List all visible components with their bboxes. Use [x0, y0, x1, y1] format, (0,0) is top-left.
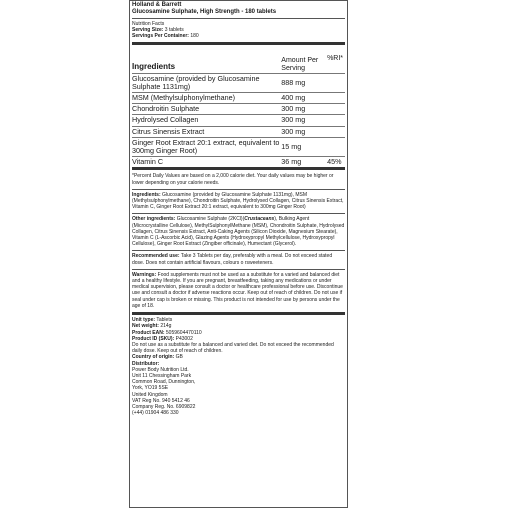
ingredients-label: Ingredients:: [132, 191, 161, 198]
recommended-use-section: [132, 250, 345, 265]
row-ri: [327, 115, 345, 125]
distributor-line: VAT Reg No. 940 5412 46: [132, 397, 190, 404]
servings-value: 180: [190, 33, 199, 40]
row-name: MSM (Methylsulphonylmethane): [132, 93, 236, 103]
allergen-crustaceans: Crustaceans: [244, 216, 275, 223]
sku-label: Product ID (SKU):: [132, 335, 175, 342]
row-name: Glucosamine (provided by Glucosamine Sulphate 1131mg): [132, 73, 260, 91]
sku-value: P43002: [175, 335, 193, 342]
row-name: Chondroitin Sulphate: [132, 104, 200, 114]
nutrition-rows: [132, 73, 345, 171]
nutrition-facts: [132, 21, 345, 186]
row-ri: [327, 74, 345, 92]
supplement-label: [129, 0, 348, 508]
table-row: [132, 137, 345, 156]
disclaimer: Do not use as a substitute for a balanced and varied diet. Do not exceed the recommended daily dose. Keep out of reach of children.: [132, 341, 334, 355]
unit-type-value: Tablets: [156, 317, 173, 324]
servings-per-container: [132, 33, 345, 39]
product-info-section: [132, 312, 345, 416]
recommended-use-text: Take 3 Tablets per day, preferably with a meal. Do not exceed stated dose. Does not contain artificial flavours, colours o rsweeteners.: [132, 253, 333, 266]
serving-size-value: 3 tablets: [164, 27, 184, 34]
row-amount: 300 mg: [281, 115, 306, 125]
other-ingredients-text-before: Glucosamine Sulphate (2KCl)(: [176, 216, 245, 223]
other-ingredients-label: Other ingredients:: [132, 216, 176, 223]
table-row: [132, 73, 345, 92]
table-row: [132, 114, 345, 125]
serving-size-label: Serving Size:: [132, 27, 164, 34]
row-amount: 15 mg: [281, 141, 302, 151]
distributor-line: Common Road, Dunnington,: [132, 379, 196, 386]
row-ri: [327, 127, 345, 137]
col-ri: %RI*: [327, 54, 344, 62]
table-row: [132, 156, 345, 170]
net-weight-value: 214g: [160, 323, 172, 330]
row-amount: 300 mg: [281, 126, 306, 136]
brand-name: Holland & Barrett: [132, 2, 182, 8]
ingredients-text: Glucosamine (provided by Glucosamine Sulphate 1131mg), MSM (Methylsulphonylmethane), Chondroitin Sulphate, Hydrolysed Collagen, Citrus Sinensis Extract, Vitamin C, Ginger Root Extract 20:1 extract, equivalent to 300mg Ginger Root): [132, 191, 344, 211]
row-amount: 400 mg: [281, 93, 306, 103]
row-name: Ginger Root Extract 20:1 extract, equivalent to 300mg Ginger Root): [132, 137, 280, 156]
ean-label: Product EAN:: [132, 329, 165, 336]
ean-value: 5059604470110: [165, 329, 202, 336]
country-value: GB: [175, 354, 183, 361]
row-amount: 36 mg: [281, 157, 302, 167]
distributor-line: Company Reg. No. 6909822: [132, 403, 196, 410]
distributor-line: United Kingdom: [132, 391, 168, 398]
label-header: [132, 1, 345, 16]
distributor-label: Distributor:: [132, 360, 160, 367]
col-amount: Amount Per Serving: [281, 56, 319, 72]
ingredients-section: [132, 189, 345, 211]
table-row: [132, 103, 345, 114]
col-ingredients: Ingredients: [132, 61, 176, 71]
product-title: Glucosamine Sulphate, High Strength - 180 tablets: [132, 9, 277, 15]
country-label: Country of origin:: [132, 354, 175, 361]
distributor-line: York, YO19 5SE: [132, 385, 169, 392]
servings-label: Servings Per Container:: [132, 33, 189, 40]
row-amount: 888 mg: [281, 77, 306, 87]
row-ri: [327, 93, 345, 103]
row-ri: 45%: [327, 157, 342, 167]
recommended-use-label: Recommended use:: [132, 253, 180, 260]
row-amount: 300 mg: [281, 104, 306, 114]
nutrition-table-header: [132, 45, 345, 73]
row-ri: [327, 104, 345, 114]
distributor-line: Unit 11 Chessingham Park: [132, 372, 192, 379]
row-name: Hydrolysed Collagen: [132, 115, 199, 125]
distributor-line: (+44) 01904 486 330: [132, 410, 179, 417]
table-row: [132, 126, 345, 137]
warnings-section: [132, 269, 345, 309]
warnings-text: Food supplements must not be used as a substitute for a varied and balanced diet and a healthy lifestyle. If you are pregnant, breastfeeding, taking any medications or under medical supervision, please consult a doctor or healthcare professional before use. Discontinue use and consult a doctor if adverse reactions occur. Keep out of reach of children. Do not use if seal under cap is broken or missing. This product is not intended for use by persons under the age of 18.: [132, 271, 343, 309]
other-ingredients-text-after: ), Bulking Agent (Microcrystalline Cellulose), MethylSulphonylMethane (MSM), Chondroitin Sulphate, Hydrolysed Collagen, Citrus Sinensis Extract, Anti-Caking Agents (Silicon Dioxide, Magnesium Stearate), Vitamin C (L-Ascorbic Acid), Glazing Agents (Hydroxypropyl Methylcellulose, Hydroxypropyl Cellulose), Ginger Root Extract (Zingiber officinale), Humectant (Glycerol).: [132, 216, 345, 248]
table-row: [132, 92, 345, 103]
other-ingredients-section: [132, 213, 345, 247]
divider: [132, 18, 345, 19]
row-name: Citrus Sinensis Extract: [132, 126, 205, 136]
row-name: Vitamin C: [132, 157, 164, 167]
row-ri: [327, 138, 345, 156]
distributor-line: Power Body Nutrition Ltd.: [132, 366, 189, 373]
net-weight-label: Net weight:: [132, 323, 159, 330]
warnings-label: Warnings:: [132, 271, 157, 278]
nutrition-heading: Nutrition Facts: [132, 21, 165, 27]
daily-value-footnote: *Percent Daily Values are based on a 2,000 calorie diet. Your daily values may be higher or lower depending on your calorie needs.: [132, 173, 334, 186]
unit-type-label: Unit type:: [132, 317, 156, 324]
